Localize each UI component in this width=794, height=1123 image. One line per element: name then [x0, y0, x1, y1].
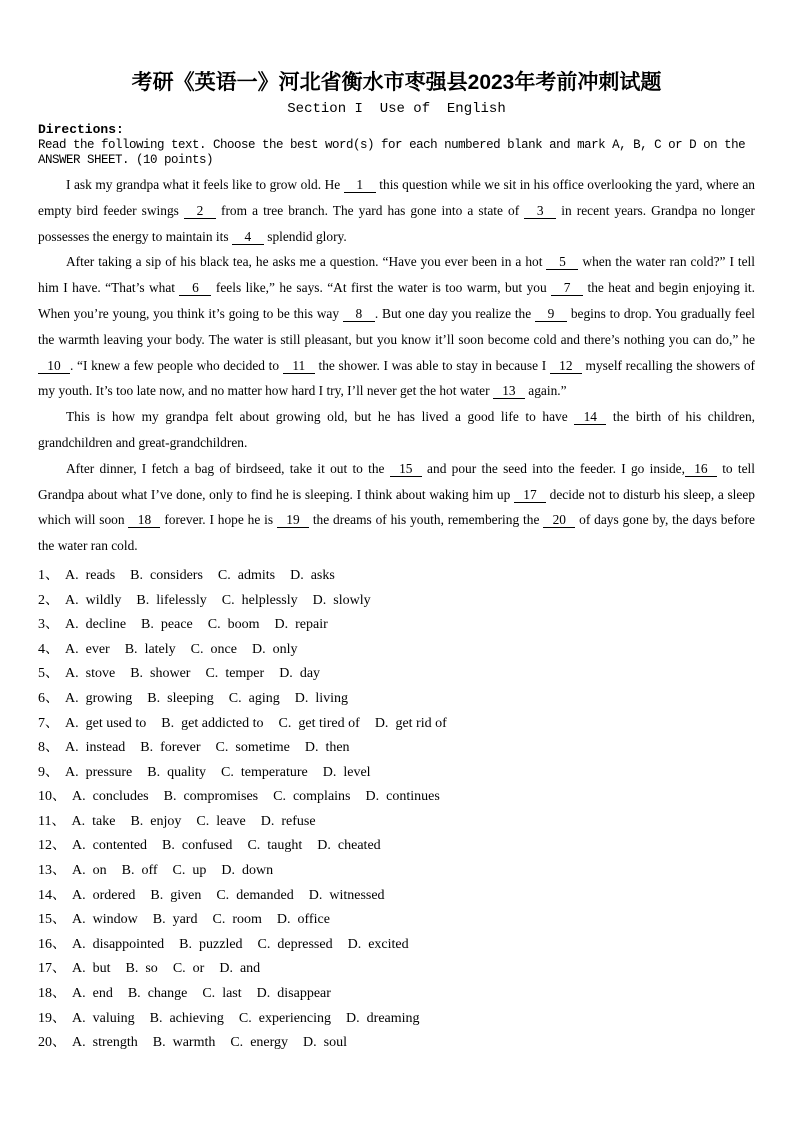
- option-letter: B.: [149, 1010, 163, 1026]
- question-row-8: [38, 736, 755, 761]
- question-row-11: [38, 810, 755, 835]
- option-letter: B.: [121, 863, 135, 879]
- option-15-B: B. yard: [152, 912, 198, 928]
- option-17-B: B. so: [125, 961, 158, 977]
- option-1-B: B. considers: [130, 567, 203, 583]
- option-9-C: C. temperature: [221, 764, 308, 780]
- cloze-blank-4: 4: [232, 229, 264, 245]
- question-number: 2、: [38, 592, 59, 608]
- option-letter: D.: [274, 617, 289, 633]
- option-letter: C.: [228, 690, 242, 706]
- directions-text: Read the following text. Choose the best word(s) for each numbered blank and mark A, B, C or D on the ANSWER SHEET. (10 points): [38, 138, 746, 167]
- cloze-blank-16: 16: [685, 461, 717, 477]
- passage-paragraph: After dinner, I fetch a bag of birdseed, take it out to the 15 and pour the seed into the feeder. I go inside, 16 to tell Grandpa about what I’ve done, only to find he is sleeping. I think about waking him up 17 decide not to disturb his sleep, a sleep which will soon 18 forever. I hope he is 19 the dreams of his youth, remembering the 20 of days gone by, the days before the water ran cold.: [38, 460, 755, 554]
- option-letter: B.: [130, 813, 144, 829]
- option-letter: D.: [347, 936, 362, 952]
- option-6-A: A. growing: [65, 690, 133, 706]
- cloze-blank-19: 19: [277, 512, 309, 528]
- option-letter: A.: [72, 887, 86, 903]
- option-letter: D.: [322, 764, 337, 780]
- question-number: 1、: [38, 567, 59, 583]
- question-row-4: [38, 638, 755, 663]
- option-letter: C.: [172, 961, 186, 977]
- question-number: 11、: [38, 813, 66, 829]
- option-letter: A.: [65, 592, 79, 608]
- question-number: 13、: [38, 863, 66, 879]
- option-10-B: B. compromises: [163, 789, 259, 805]
- option-14-C: C. demanded: [216, 887, 294, 903]
- option-letter: D.: [276, 912, 291, 928]
- option-letter: B.: [127, 986, 141, 1002]
- directions-label: Directions:: [38, 122, 124, 137]
- option-17-A: A. but: [72, 961, 111, 977]
- option-13-C: C. up: [172, 863, 207, 879]
- option-10-C: C. complains: [273, 789, 351, 805]
- question-row-10: [38, 785, 755, 810]
- option-letter: A.: [65, 690, 79, 706]
- option-letter: B.: [152, 1035, 166, 1051]
- cloze-blank-9: 9: [535, 306, 567, 322]
- option-9-A: A. pressure: [65, 764, 133, 780]
- option-letter: A.: [65, 740, 79, 756]
- option-letter: B.: [130, 666, 144, 682]
- cloze-blank-12: 12: [550, 358, 582, 374]
- option-6-C: C. aging: [228, 690, 280, 706]
- option-letter: D.: [346, 1010, 360, 1026]
- option-letter: C.: [205, 666, 219, 682]
- question-number: 19、: [38, 1010, 66, 1026]
- question-row-9: [38, 761, 755, 786]
- option-letter: D.: [374, 715, 389, 731]
- option-18-B: B. change: [127, 986, 188, 1002]
- cloze-blank-6: 6: [179, 280, 211, 296]
- question-row-17: [38, 957, 755, 982]
- option-14-B: B. given: [150, 887, 202, 903]
- option-3-A: A. decline: [65, 617, 127, 633]
- option-13-B: B. off: [121, 863, 158, 879]
- option-letter: C.: [278, 715, 292, 731]
- cloze-blank-5: 5: [546, 254, 578, 270]
- option-letter: C.: [172, 863, 186, 879]
- option-letter: C.: [196, 813, 210, 829]
- option-20-C: C. energy: [230, 1035, 289, 1051]
- option-5-A: A. stove: [65, 666, 116, 682]
- option-letter: A.: [72, 789, 86, 805]
- option-letter: A.: [72, 961, 86, 977]
- question-row-19: [38, 1007, 755, 1032]
- option-16-C: C. depressed: [257, 936, 333, 952]
- option-9-B: B. quality: [147, 764, 207, 780]
- question-row-6: [38, 687, 755, 712]
- option-letter: B.: [141, 617, 154, 633]
- option-18-A: A. end: [72, 986, 113, 1002]
- option-letter: D.: [219, 961, 233, 977]
- option-letter: D.: [290, 567, 304, 583]
- option-letter: D.: [317, 838, 331, 854]
- option-letter: C.: [207, 617, 221, 633]
- option-4-B: B. lately: [124, 641, 176, 657]
- question-number: 15、: [38, 912, 66, 928]
- option-letter: B.: [130, 567, 144, 583]
- cloze-blank-20: 20: [543, 512, 575, 528]
- option-3-C: C. boom: [207, 617, 260, 633]
- option-16-A: A. disappointed: [72, 936, 165, 952]
- question-number: 4、: [38, 641, 59, 657]
- option-letter: C.: [216, 887, 230, 903]
- option-letter: B.: [162, 838, 175, 854]
- option-8-A: A. instead: [65, 740, 126, 756]
- option-15-D: D. office: [276, 912, 330, 928]
- cloze-blank-15: 15: [390, 461, 422, 477]
- cloze-blank-17: 17: [514, 487, 546, 503]
- option-7-C: C. get tired of: [278, 715, 360, 731]
- option-letter: A.: [72, 936, 86, 952]
- question-row-12: [38, 834, 755, 859]
- passage-paragraph: This is how my grandpa felt about growing old, but he has lived a good life to have 14 the birth of his children, grandchildren and great-grandchildren.: [38, 409, 755, 450]
- option-letter: C.: [221, 592, 235, 608]
- option-1-D: D. asks: [290, 567, 335, 583]
- question-number: 18、: [38, 986, 66, 1002]
- option-letter: A.: [65, 666, 79, 682]
- option-letter: D.: [279, 666, 293, 682]
- option-18-C: C. last: [202, 986, 242, 1002]
- question-row-18: [38, 982, 755, 1007]
- option-letter: A.: [65, 641, 79, 657]
- option-letter: A.: [72, 986, 86, 1002]
- option-16-B: B. puzzled: [179, 936, 243, 952]
- option-letter: B.: [125, 961, 139, 977]
- cloze-blank-14: 14: [574, 409, 606, 425]
- option-letter: D.: [312, 592, 327, 608]
- option-7-D: D. get rid of: [374, 715, 447, 731]
- option-letter: B.: [161, 715, 175, 731]
- option-letter: A.: [65, 617, 79, 633]
- option-2-C: C. helplessly: [221, 592, 298, 608]
- question-number: 8、: [38, 740, 59, 756]
- cloze-blank-11: 11: [283, 358, 315, 374]
- question-row-5: [38, 662, 755, 687]
- option-letter: C.: [230, 1035, 244, 1051]
- option-6-D: D. living: [294, 690, 349, 706]
- option-letter: A.: [65, 715, 79, 731]
- option-letter: A.: [72, 1010, 86, 1026]
- option-16-D: D. excited: [347, 936, 409, 952]
- option-8-D: D. then: [304, 740, 350, 756]
- option-15-A: A. window: [72, 912, 138, 928]
- option-7-B: B. get addicted to: [161, 715, 264, 731]
- option-20-D: D. soul: [303, 1035, 347, 1051]
- option-4-D: D. only: [251, 641, 298, 657]
- option-5-D: D. day: [279, 666, 321, 682]
- option-letter: A.: [71, 813, 86, 829]
- question-number: 5、: [38, 666, 59, 682]
- passage-paragraph: I ask my grandpa what it feels like to grow old. He 1 this question while we sit in his office overlooking the yard, where an empty bird feeder swings 2 from a tree branch. The yard has gone into a state of 3 in recent years. Grandpa no longer possesses the energy to maintain its 4 splendid glory.: [38, 177, 755, 244]
- option-4-C: C. once: [190, 641, 237, 657]
- cloze-blank-18: 18: [128, 512, 160, 528]
- question-row-20: [38, 1031, 755, 1056]
- question-number: 17、: [38, 961, 66, 977]
- option-12-D: D. cheated: [317, 838, 381, 854]
- cloze-blank-7: 7: [551, 280, 583, 296]
- question-number: 7、: [38, 715, 59, 731]
- option-letter: C.: [217, 567, 231, 583]
- option-letter: B.: [140, 740, 154, 756]
- option-10-D: D. continues: [365, 789, 440, 805]
- option-letter: B.: [124, 641, 138, 657]
- option-letter: B.: [136, 592, 150, 608]
- question-row-15: [38, 908, 755, 933]
- option-1-A: A. reads: [65, 567, 116, 583]
- question-row-3: [38, 613, 755, 638]
- option-5-B: B. shower: [130, 666, 191, 682]
- option-letter: D.: [294, 690, 309, 706]
- option-letter: A.: [72, 838, 86, 854]
- option-letter: D.: [304, 740, 319, 756]
- page-title: 考研《英语一》河北省衡水市枣强县2023年考前冲刺试题: [131, 71, 662, 94]
- option-5-C: C. temper: [205, 666, 265, 682]
- option-letter: B.: [147, 690, 161, 706]
- question-row-14: [38, 884, 755, 909]
- option-20-A: A. strength: [72, 1035, 138, 1051]
- questions-list: [38, 564, 755, 1056]
- option-12-B: B. confused: [162, 838, 233, 854]
- question-number: 20、: [38, 1035, 66, 1051]
- cloze-blank-8: 8: [343, 306, 375, 322]
- option-letter: D.: [308, 887, 323, 903]
- option-letter: A.: [72, 1035, 86, 1051]
- passage-paragraph: After taking a sip of his black tea, he asks me a question. “Have you ever been in a hot 5 when the water ran cold?” I tell him I have. “That’s what 6 feels like,” he says. “At first the water is too warm, but you 7 the heat and begin enjoying it. When you’re young, you think it’s going to be this way 8 . But one day you realize the 9 begins to drop. You gradually feel the warmth leaving your body. The water is still pleasant, but you know it’ll soon become cold and there’s nothing you can do,” he 10 . “I knew a few people who decided to 11 the shower. I was able to stay in because I 12 myself recalling the showers of my youth. It’s too late now, and no matter how hard I try, I’ll never get the hot water 13 again.”: [38, 254, 756, 399]
- option-letter: D.: [303, 1035, 317, 1051]
- option-letter: D.: [365, 789, 380, 805]
- option-17-D: D. and: [219, 961, 261, 977]
- option-letter: C.: [257, 936, 271, 952]
- option-letter: C.: [247, 838, 261, 854]
- option-letter: A.: [65, 764, 79, 780]
- cloze-blank-2: 2: [184, 203, 216, 219]
- question-number: 14、: [38, 887, 66, 903]
- cloze-blank-1: 1: [344, 177, 376, 193]
- option-8-C: C. sometime: [215, 740, 290, 756]
- option-letter: A.: [72, 912, 86, 928]
- question-number: 3、: [38, 617, 59, 633]
- option-17-C: C. or: [172, 961, 205, 977]
- cloze-blank-10: 10: [38, 358, 70, 374]
- question-row-16: [38, 933, 755, 958]
- question-row-13: [38, 859, 755, 884]
- option-9-D: D. level: [322, 764, 371, 780]
- option-11-B: B. enjoy: [130, 813, 182, 829]
- option-letter: B.: [163, 789, 177, 805]
- option-19-B: B. achieving: [149, 1010, 224, 1026]
- option-letter: C.: [221, 764, 234, 780]
- question-number: 16、: [38, 936, 66, 952]
- question-row-7: [38, 712, 755, 737]
- option-6-B: B. sleeping: [147, 690, 214, 706]
- cloze-blank-13: 13: [493, 383, 525, 399]
- option-letter: C.: [273, 789, 286, 805]
- option-11-A: A. take: [71, 813, 116, 829]
- option-2-D: D. slowly: [312, 592, 371, 608]
- question-row-2: [38, 589, 755, 614]
- option-letter: B.: [179, 936, 193, 952]
- option-letter: B.: [152, 912, 166, 928]
- option-2-B: B. lifelessly: [136, 592, 207, 608]
- option-11-C: C. leave: [196, 813, 246, 829]
- cloze-blank-3: 3: [524, 203, 556, 219]
- passage: [38, 172, 755, 559]
- option-2-A: A. wildly: [65, 592, 122, 608]
- question-number: 9、: [38, 764, 59, 780]
- option-20-B: B. warmth: [152, 1035, 216, 1051]
- option-letter: D.: [260, 813, 275, 829]
- option-12-C: C. taught: [247, 838, 303, 854]
- option-4-A: A. ever: [65, 641, 110, 657]
- question-number: 6、: [38, 690, 59, 706]
- option-letter: D.: [251, 641, 266, 657]
- option-15-C: C. room: [212, 912, 262, 928]
- option-7-A: A. get used to: [65, 715, 147, 731]
- option-14-D: D. witnessed: [308, 887, 385, 903]
- option-8-B: B. forever: [140, 740, 201, 756]
- option-18-D: D. disappear: [256, 986, 331, 1002]
- option-1-C: C. admits: [217, 567, 276, 583]
- question-row-1: [38, 564, 755, 589]
- option-letter: C.: [212, 912, 226, 928]
- option-letter: C.: [238, 1010, 252, 1026]
- section-heading: Section I Use of English: [287, 101, 506, 117]
- question-number: 12、: [38, 838, 66, 854]
- option-letter: C.: [202, 986, 216, 1002]
- option-letter: B.: [147, 764, 161, 780]
- option-19-C: C. experiencing: [238, 1010, 332, 1026]
- question-number: 10、: [38, 789, 66, 805]
- option-letter: D.: [221, 863, 236, 879]
- option-19-A: A. valuing: [72, 1010, 135, 1026]
- option-letter: A.: [72, 863, 86, 879]
- option-13-D: D. down: [221, 863, 274, 879]
- option-3-D: D. repair: [274, 617, 328, 633]
- option-letter: C.: [215, 740, 229, 756]
- option-10-A: A. concludes: [72, 789, 149, 805]
- option-12-A: A. contented: [72, 838, 148, 854]
- option-letter: B.: [150, 887, 164, 903]
- option-letter: D.: [256, 986, 271, 1002]
- option-letter: A.: [65, 567, 79, 583]
- option-14-A: A. ordered: [72, 887, 136, 903]
- option-19-D: D. dreaming: [346, 1010, 420, 1026]
- option-13-A: A. on: [72, 863, 107, 879]
- option-3-B: B. peace: [141, 617, 193, 633]
- option-letter: C.: [190, 641, 204, 657]
- option-11-D: D. refuse: [260, 813, 316, 829]
